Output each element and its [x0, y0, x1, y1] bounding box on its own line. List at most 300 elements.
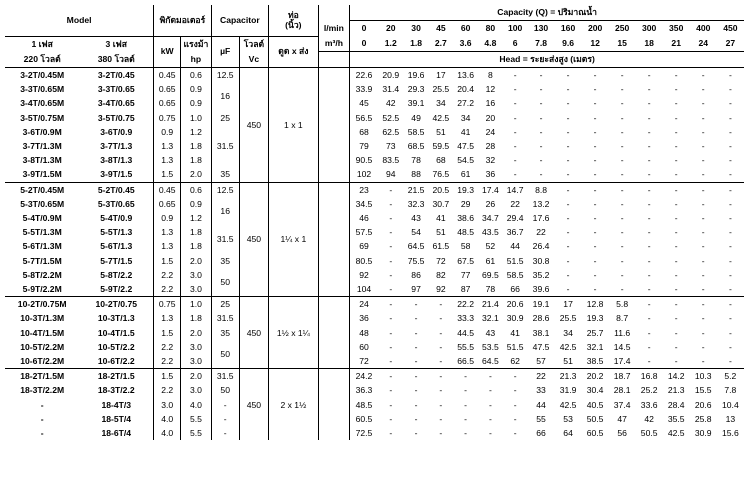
motor-hp: 0.9	[181, 82, 211, 96]
capacitor-voltage: 450	[239, 369, 268, 441]
motor-kw: 0.45	[154, 68, 181, 83]
head-value: -	[701, 213, 705, 224]
head-value: 36	[359, 313, 369, 324]
head-value: 34	[563, 327, 573, 338]
head-value: 20.5	[428, 182, 453, 197]
head-value: -	[663, 297, 690, 312]
pipe-suction-discharge-header: ดูด x ส่ง	[269, 36, 319, 68]
head-value: 31.9	[559, 385, 577, 396]
head-value: -	[539, 155, 543, 166]
head-value: 12.8	[582, 297, 609, 312]
model-three-phase: 10-4T/1.5	[79, 326, 153, 340]
head-value: 25.2	[640, 385, 658, 396]
head-value: 48	[359, 327, 369, 338]
head-value: -	[566, 198, 570, 209]
head-value: 24.2	[350, 369, 378, 384]
head-value: 36.7	[506, 227, 524, 238]
head-value: -	[728, 141, 732, 152]
model-three-phase: 10-6T/2.2	[79, 354, 153, 369]
table-row	[5, 239, 744, 253]
model-single-phase: 5-6T/1.3M	[22, 241, 62, 252]
head-value: 28.6	[532, 313, 550, 324]
head-value: -	[414, 413, 418, 424]
head-value: 57.5	[355, 227, 373, 238]
model-single-phase: 18-2T/1.5M	[5, 369, 79, 384]
flow-m3h-12: 21	[671, 38, 681, 48]
head-value: -	[389, 327, 393, 338]
motor-kw: 0.45	[154, 182, 181, 197]
head-value: -	[488, 428, 492, 439]
head-value: 94	[385, 169, 396, 180]
motor-hp: 3.0	[181, 340, 211, 354]
model-three-phase: 5-2T/0.45	[79, 182, 153, 197]
motor-hp: 1.8	[181, 139, 211, 153]
head-value: 104	[356, 284, 372, 295]
model-three-phase: 5-5T/1.3	[79, 225, 153, 239]
head-value: -	[414, 428, 418, 439]
motor-hp: 5.5	[181, 426, 211, 440]
head-value: -	[566, 98, 570, 109]
head-value: 80.5	[355, 255, 373, 266]
capacitor-uf: 25	[211, 111, 239, 125]
head-value: -	[717, 182, 744, 197]
head-value: 60	[359, 341, 369, 352]
head-value: 59.5	[432, 141, 450, 152]
table-row	[5, 398, 744, 412]
motor-kw: 2.2	[154, 282, 181, 297]
head-value: 62	[510, 356, 520, 367]
head-value: -	[439, 413, 443, 424]
head-value: -	[464, 385, 468, 396]
head-value: 22	[536, 227, 546, 238]
head-value: -	[674, 284, 678, 295]
head-value: -	[701, 84, 705, 95]
motor-hp: 1.0	[181, 111, 211, 125]
flow-lmin-7: 130	[528, 21, 555, 37]
unit-column-spacer	[318, 68, 350, 83]
head-value: -	[620, 84, 624, 95]
head-value: 33.3	[457, 313, 474, 324]
flow-m3h-9: 12	[590, 38, 600, 48]
table-row	[5, 167, 744, 182]
capacitor-uf: 25	[211, 297, 239, 312]
head-value: -	[647, 341, 651, 352]
head-value: 58.5	[407, 126, 425, 137]
head-value: -	[439, 428, 443, 439]
head-value: 13.6	[453, 68, 478, 83]
head-value: -	[539, 112, 543, 123]
head-value: 68	[359, 126, 369, 137]
capacitor-uf: 50	[211, 383, 239, 397]
head-value: 43	[411, 213, 421, 224]
head-value: -	[728, 98, 732, 109]
table-row	[5, 125, 744, 139]
model-single-phase: 5-4T/0.9M	[22, 213, 62, 224]
head-value: -	[513, 112, 517, 123]
head-value: 44	[510, 241, 520, 252]
head-value: 44	[536, 399, 546, 410]
head-value: -	[701, 356, 705, 367]
unit-column-spacer	[318, 254, 350, 268]
flow-lmin-10: 250	[609, 21, 636, 37]
head-value: -	[566, 169, 570, 180]
model-three-phase: 18-2T/1.5	[79, 369, 153, 384]
model-single-phase: 3-5T/0.75M	[20, 112, 65, 123]
head-value: 20.2	[582, 369, 609, 384]
head-value: -	[701, 141, 705, 152]
table-row	[5, 225, 744, 239]
head-value: -	[674, 213, 678, 224]
capacitor-uf: 50	[211, 340, 239, 369]
head-value: -	[620, 284, 624, 295]
head-value: 17.4	[478, 182, 503, 197]
head-value: 16	[485, 98, 496, 109]
flow-m3h-14: 27	[725, 38, 736, 48]
motor-hp: 2.0	[181, 369, 211, 384]
head-value: -	[647, 155, 651, 166]
table-row	[5, 182, 744, 197]
head-value: 68.5	[407, 141, 425, 152]
unit-column-spacer	[318, 297, 350, 312]
head-value: 29.3	[407, 84, 425, 95]
head-value: -	[620, 198, 624, 209]
model-single-phase: 10-6T/2.2M	[20, 356, 65, 367]
head-value: -	[593, 126, 597, 137]
head-value: -	[674, 84, 678, 95]
model-three-phase: 18-6T/4	[79, 426, 153, 440]
head-value: 64.5	[407, 241, 425, 252]
head-value: 58.5	[506, 269, 524, 280]
head-value: 51.5	[506, 255, 524, 266]
head-value: 50.5	[586, 413, 604, 424]
head-value: -	[513, 385, 517, 396]
model-header: Model	[5, 5, 154, 36]
head-value: -	[674, 155, 678, 166]
head-value: 35.5	[667, 413, 685, 424]
table-row	[5, 412, 744, 426]
motor-kw: 1.3	[154, 239, 181, 253]
unit-column-spacer	[318, 398, 350, 412]
head-value: 13.2	[532, 198, 550, 209]
head-value: 30.8	[532, 255, 550, 266]
head-value: 52.5	[382, 112, 400, 123]
motor-hp: 2.0	[181, 254, 211, 268]
head-value: 26	[485, 198, 496, 209]
model-single-phase: 3-3T/0.65M	[20, 84, 65, 95]
head-value: -	[620, 255, 624, 266]
head-value: 47.5	[532, 341, 550, 352]
pipe-header-line1: ท่อ	[287, 10, 299, 21]
head-value: -	[539, 141, 543, 152]
head-value: -	[593, 255, 597, 266]
head-value: -	[701, 112, 705, 123]
model-three-phase: 18-4T/3	[79, 398, 153, 412]
head-value: 35.2	[532, 269, 550, 280]
head-value: -	[647, 313, 651, 324]
head-value: -	[701, 126, 705, 137]
head-value: 42.5	[559, 399, 577, 410]
head-value: -	[674, 255, 678, 266]
head-value: 17	[555, 297, 582, 312]
pipe-size-header	[269, 5, 319, 36]
head-value: -	[647, 255, 651, 266]
head-value: -	[566, 241, 570, 252]
unit-m3h-label: m³/h	[318, 36, 350, 52]
table-row	[5, 311, 744, 325]
motor-kw: 1.5	[154, 369, 181, 384]
head-value: 48.5	[355, 399, 373, 410]
head-value: 39.1	[407, 98, 425, 109]
head-value: 21.4	[478, 297, 503, 312]
head-value: 34	[460, 112, 471, 123]
motor-hp: 1.2	[181, 125, 211, 139]
motor-hp: 0.9	[181, 197, 211, 211]
table-row	[5, 326, 744, 340]
head-value: -	[728, 313, 732, 324]
head-value: -	[690, 182, 717, 197]
table-row	[5, 383, 744, 397]
head-value: -	[389, 413, 393, 424]
head-value: 14.5	[613, 341, 631, 352]
head-value: 50.5	[640, 428, 658, 439]
motor-kw: 1.3	[154, 311, 181, 325]
flow-lmin-4: 60	[453, 21, 478, 37]
head-value: -	[701, 284, 705, 295]
head-value: 53	[563, 413, 573, 424]
model-single-phase: 10-3T/1.3M	[20, 313, 65, 324]
head-value: 49	[411, 112, 421, 123]
flow-m3h-6: 6	[512, 38, 518, 48]
head-value: -	[620, 241, 624, 252]
head-value: -	[593, 241, 597, 252]
head-value: -	[674, 327, 678, 338]
head-value: -	[701, 227, 705, 238]
model-three-phase: 3-6T/0.9	[79, 125, 153, 139]
head-value: 37.4	[613, 399, 631, 410]
head-value: -	[647, 198, 651, 209]
head-value: 87	[460, 284, 471, 295]
head-value: 21.5	[404, 182, 429, 197]
head-value: 28	[485, 141, 496, 152]
head-value: -	[566, 269, 570, 280]
head-value: -	[701, 341, 705, 352]
flow-lmin-0: 0	[350, 21, 378, 37]
flow-m3h-8: 9.6	[562, 38, 575, 48]
motor-hp: 1.8	[181, 239, 211, 253]
model-three-phase: 3-2T/0.45	[79, 68, 153, 83]
head-value: 76.5	[432, 169, 450, 180]
head-value: -	[728, 169, 732, 180]
head-value: 83.5	[382, 155, 400, 166]
head-value: 10.3	[690, 369, 717, 384]
unit-column-spacer	[318, 412, 350, 426]
flow-m3h-10: 15	[617, 38, 627, 48]
head-value: -	[488, 399, 492, 410]
head-value: 17	[428, 68, 453, 83]
model-single-phase: 18-3T/2.2M	[20, 385, 65, 396]
head-value: -	[701, 269, 705, 280]
head-value: -	[701, 155, 705, 166]
flow-lmin-1: 20	[378, 21, 404, 37]
table-row	[5, 282, 744, 297]
unit-column-spacer	[318, 383, 350, 397]
head-value: -	[503, 369, 528, 384]
head-value: 69	[359, 241, 369, 252]
flow-m3h-4: 3.6	[459, 38, 472, 48]
flow-lmin-6: 100	[503, 21, 528, 37]
head-value: 30.7	[432, 198, 450, 209]
head-value: 22.6	[350, 68, 378, 83]
head-value: -	[389, 198, 393, 209]
head-value: 78	[485, 284, 496, 295]
head-value: -	[728, 155, 732, 166]
head-value: -	[389, 385, 393, 396]
head-value: 39.6	[532, 284, 550, 295]
head-value: 32	[485, 155, 496, 166]
head-value: 64.5	[482, 356, 499, 367]
head-value: 24	[350, 297, 378, 312]
head-value: -	[728, 356, 732, 367]
flow-m3h-5: 4.8	[484, 38, 497, 48]
head-value: -	[566, 255, 570, 266]
head-value: -	[647, 98, 651, 109]
head-value: 56	[617, 428, 627, 439]
unit-column-spacer	[318, 139, 350, 153]
table-row	[5, 211, 744, 225]
motor-kw: 0.9	[154, 211, 181, 225]
head-value: -	[609, 68, 636, 83]
capacitor-uf: 12.5	[211, 182, 239, 197]
head-value: 62.5	[382, 126, 400, 137]
head-value: -	[389, 269, 393, 280]
motor-hp: 0.6	[181, 68, 211, 83]
unit-column-spacer	[318, 197, 350, 211]
table-row	[5, 254, 744, 268]
model-single-phase: 5-7T/1.5M	[22, 255, 62, 266]
head-value: -	[647, 227, 651, 238]
head-value: 61	[485, 255, 496, 266]
model-three-phase: 5-6T/1.3	[79, 239, 153, 253]
model-three-phase: 3-3T/0.65	[79, 82, 153, 96]
head-value: 14.7	[503, 182, 528, 197]
head-value: 41	[436, 213, 446, 224]
unit-column-spacer	[318, 326, 350, 340]
head-value: 86	[411, 269, 421, 280]
unit-lmin-label: l/min	[318, 21, 350, 37]
head-value: -	[404, 369, 429, 384]
head-value: -	[389, 356, 393, 367]
head-value: -	[728, 198, 732, 209]
head-value: -	[728, 341, 732, 352]
model-three-phase: 10-2T/0.75	[79, 297, 153, 312]
pump-performance-table	[5, 5, 744, 440]
head-value: -	[593, 98, 597, 109]
head-value: 41	[510, 327, 520, 338]
head-value: 21.3	[555, 369, 582, 384]
head-value: 51	[563, 356, 573, 367]
head-value: -	[414, 399, 418, 410]
model-three-phase: 5-8T/2.2	[79, 268, 153, 282]
table-row	[5, 268, 744, 282]
head-value: -	[414, 313, 418, 324]
head-value: 38.5	[586, 356, 604, 367]
head-value: 29.4	[506, 213, 524, 224]
head-value: -	[647, 327, 651, 338]
motor-hp: 1.8	[181, 153, 211, 167]
unit-column-spacer	[318, 82, 350, 96]
head-value: -	[555, 182, 582, 197]
head-value: -	[439, 356, 443, 367]
head-value: -	[464, 413, 468, 424]
vc-header-line1: โวลต์	[239, 36, 268, 52]
head-value: -	[414, 385, 418, 396]
head-value: -	[728, 84, 732, 95]
flow-lmin-2: 30	[404, 21, 429, 37]
motor-power-header: พิกัดมอเตอร์	[154, 5, 211, 36]
model-single-phase: 5-2T/0.45M	[5, 182, 79, 197]
head-value: 28.4	[667, 399, 685, 410]
pipe-size: 1 x 1	[269, 68, 319, 183]
head-value: 27.2	[457, 98, 474, 109]
unit-column-spacer	[318, 182, 350, 197]
unit-column-spacer	[318, 239, 350, 253]
head-value: 47.5	[457, 141, 474, 152]
model-single-phase: -	[40, 399, 44, 410]
capacitor-uf: -	[211, 426, 239, 440]
head-value: 22	[528, 369, 555, 384]
capacitor-uf: 31.5	[211, 369, 239, 384]
head-value: -	[636, 182, 663, 197]
head-value: -	[566, 141, 570, 152]
head-value: -	[620, 269, 624, 280]
model-single-phase: 3-4T/0.65M	[20, 98, 65, 109]
head-value: -	[674, 241, 678, 252]
head-value: -	[453, 369, 478, 384]
head-value: -	[609, 182, 636, 197]
head-value: -	[593, 112, 597, 123]
motor-hp: 5.5	[181, 412, 211, 426]
head-value: 42.5	[432, 112, 450, 123]
head-value: 61	[460, 169, 471, 180]
head-value: 8.8	[528, 182, 555, 197]
head-value: 102	[356, 169, 372, 180]
head-value: 26.4	[532, 241, 550, 252]
head-value: -	[717, 297, 744, 312]
unit-column-spacer	[318, 340, 350, 354]
table-row	[5, 111, 744, 125]
head-value: -	[404, 297, 429, 312]
head-value: 34.5	[355, 198, 373, 209]
uf-header: µF	[211, 36, 239, 68]
unit-column-spacer	[318, 153, 350, 167]
motor-kw: 3.0	[154, 398, 181, 412]
motor-kw: 2.2	[154, 340, 181, 354]
head-value: 38.6	[457, 213, 474, 224]
head-value: 30.9	[506, 313, 524, 324]
table-row	[5, 96, 744, 110]
head-value: 32.1	[586, 341, 604, 352]
head-value: 73	[385, 141, 396, 152]
head-value: 54	[411, 227, 421, 238]
head-value: -	[464, 428, 468, 439]
head-value: -	[663, 182, 690, 197]
head-value: -	[620, 126, 624, 137]
head-value: -	[414, 327, 418, 338]
head-value: 20.4	[457, 84, 474, 95]
pipe-header-line2: (นิ้ว)	[285, 20, 302, 31]
head-value: -	[701, 255, 705, 266]
motor-hp: 3.0	[181, 268, 211, 282]
